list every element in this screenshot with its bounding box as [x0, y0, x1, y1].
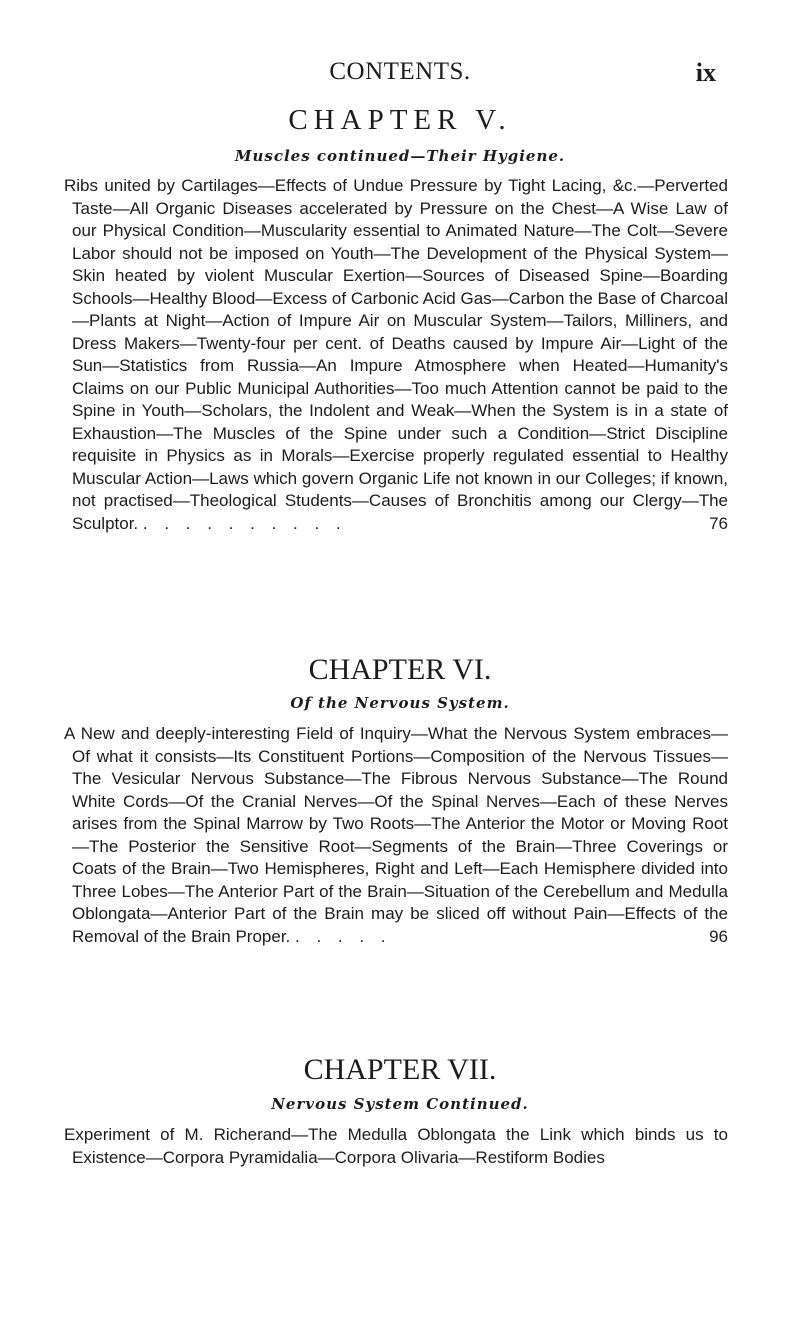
chapter-summary — [64, 1124, 728, 1169]
chapter-subtitle: Of the Nervous System. — [290, 694, 510, 712]
page-folio: ix — [695, 58, 716, 87]
summary-text: Ribs united by Cartilages—Effects of Undue Pressure by Tight Lacing, &c.—Perverted Taste—All Organic Diseases accelerated by Pressure on the Chest—A Wise Law of our Physical Condition—Muscularity essential to Animated Nature—The Colt—Severe Labor should not be imposed on Youth—The Development of the Physical System—Skin heated by violent Muscular Exertion—Sources of Diseased Spine—Boarding Schools—Healthy Blood—Excess of Carbonic Acid Gas—Carbon the Base of Charcoal—Plants at Night—Action of Impure Air on Muscular System—Tailors, Milliners, and Dress Makers—Twenty-four per cent. of Deaths caused by Impure Air—Light of the Sun—Statistics from Russia—An Impure Atmosphere when Heated—Humanity's Claims on our Public Municipal Authorities—Too much Attention cannot be paid to the Spine in Youth—Scholars, the Indolent and Weak—When the System is in a state of Exhaustion—The Muscles of the Spine under such a Condition—Strict Discipline requisite in Physics as in Morals—Exercise properly regulated essential to Healthy Muscular Action—Laws which govern Organic Life not known in our Colleges; if known, not practised—Theological Students—Causes of Bronchitis among our Clergy—The Sculptor. — [64, 176, 728, 533]
chapter-subtitle: Muscles continued—Their Hygiene. — [234, 147, 566, 165]
chapter-title: CHAPTER V. — [288, 104, 512, 136]
dot-leader: . . . . . — [295, 926, 392, 946]
chapter-summary — [64, 723, 728, 948]
page-header — [0, 58, 800, 88]
chapter-title: CHAPTER VI. — [308, 653, 492, 686]
dot-leader: . . . . . . . . . . — [142, 513, 347, 533]
chapter-summary — [64, 175, 728, 535]
page-number: 76 — [709, 513, 728, 533]
page-number: 96 — [709, 926, 728, 946]
summary-text: A New and deeply-interesting Field of Inquiry—What the Nervous System embraces—Of what it consists—Its Constituent Portions—Composition of the Nervous Tissues—The Vesicular Nervous Substance—The Fibrous Nervous Substance—The Round White Cords—Of the Cranial Nerves—Of the Spinal Nerves—Each of these Nerves arises from the Spinal Marrow by Two Roots—The Anterior the Motor or Moving Root—The Posterior the Sensitive Root—Segments of the Brain—Three Coverings or Coats of the Brain—Two Hemispheres, Right and Left—Each Hemisphere divided into Three Lobes—The Anterior Part of the Brain—Situation of the Cerebellum and Medulla Oblongata—Anterior Part of the Brain may be sliced off without Pain—Effects of the Removal of the Brain Proper. — [64, 724, 728, 946]
summary-text: Experiment of M. Richerand—The Medulla Oblongata the Link which binds us to Existence—Corpora Pyramidalia—Corpora Olivaria—Restiform Bodies — [64, 1125, 728, 1167]
running-title: CONTENTS. — [329, 58, 471, 85]
chapter-title: CHAPTER VII. — [303, 1053, 497, 1086]
chapter-subtitle: Nervous System Continued. — [271, 1095, 529, 1113]
